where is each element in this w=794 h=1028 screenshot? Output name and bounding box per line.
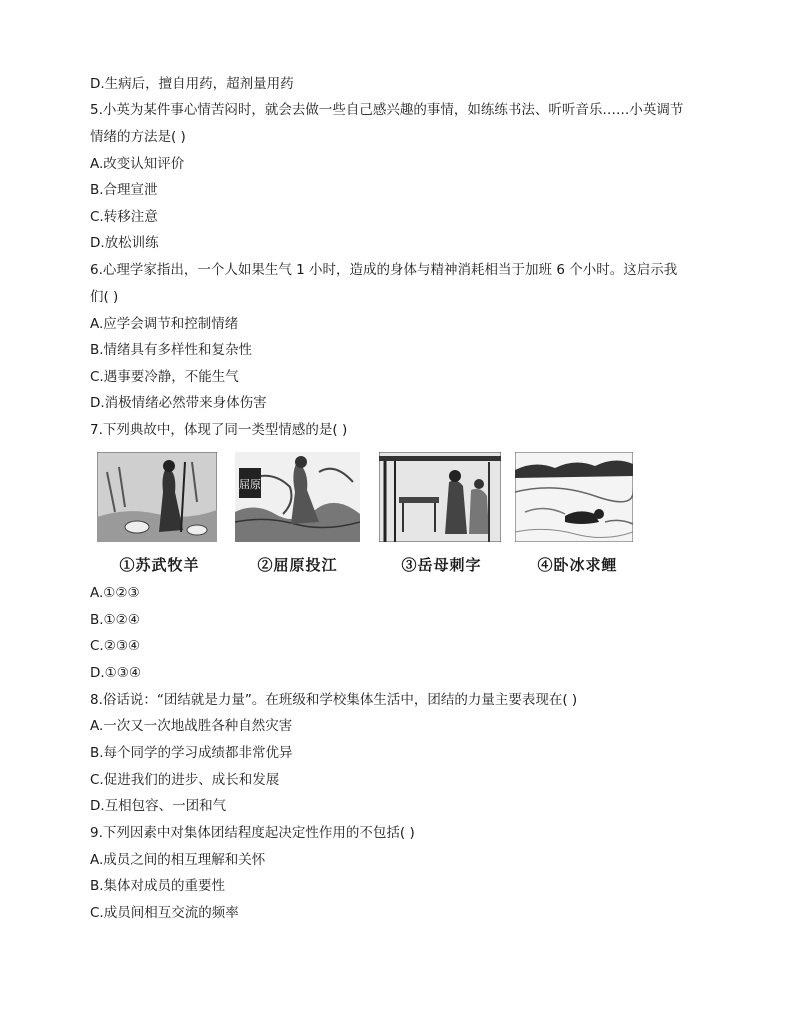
shepherd-illustration-icon — [97, 452, 217, 542]
q8-stem: 8.俗话说：“团结就是力量”。在班级和学校集体生活中，团结的力量主要表现在( ) — [90, 692, 578, 708]
mother-tattoo-illustration-icon — [379, 452, 501, 542]
q5-option-d: D.放松训练 — [90, 235, 159, 251]
figure-qu-yuan — [235, 452, 355, 580]
q5-option-b: B.合理宣泄 — [90, 182, 158, 198]
figure-wo-bing — [515, 452, 635, 580]
figure-caption: ④卧冰求鲤 — [537, 556, 618, 574]
q7-stem: 7.下列典故中，体现了同一类型情感的是( ) — [90, 422, 348, 438]
q6-option-b: B.情绪具有多样性和复杂性 — [90, 342, 253, 358]
q8-option-a: A.一次又一次地战胜各种自然灾害 — [90, 718, 293, 734]
figure-yue-mu — [379, 452, 499, 580]
q6-stem-line1: 6.心理学家指出，一个人如果生气 1 小时，造成的身体与精神消耗相当于加班 6 个小时。这启示我 — [90, 262, 678, 278]
q5-stem-line1: 5.小英为某件事心情苦闷时，就会去做一些自己感兴趣的事情，如练练书法、听听音乐……小英调节 — [90, 102, 684, 118]
q5-stem-line2: 情绪的方法是( ) — [90, 129, 186, 145]
q7-figure-row — [97, 452, 637, 580]
q5-option-c: C.转移注意 — [90, 209, 158, 225]
q7-option-d: D.①③④ — [90, 665, 141, 681]
q7-option-b: B.①②④ — [90, 612, 140, 628]
q9-option-c: C.成员间相互交流的频率 — [90, 905, 239, 921]
q8-option-c: C.促进我们的进步、成长和发展 — [90, 772, 280, 788]
figure-caption: ①苏武牧羊 — [119, 556, 200, 574]
q7-option-c: C.②③④ — [90, 638, 141, 654]
figure-caption: ②屈原投江 — [257, 556, 338, 574]
lying-on-ice-illustration-icon — [515, 452, 633, 542]
poet-river-illustration-icon — [235, 452, 360, 542]
q6-stem-line2: 们( ) — [90, 289, 119, 305]
q7-option-a: A.①②③ — [90, 585, 140, 601]
q5-option-a: A.改变认知评价 — [90, 156, 185, 172]
q9-option-b: B.集体对成员的重要性 — [90, 878, 226, 894]
q8-option-d: D.互相包容、一团和气 — [90, 798, 227, 814]
q6-option-c: C.遇事要冷静，不能生气 — [90, 369, 239, 385]
q4-option-d: D.生病后，擅自用药，超剂量用药 — [90, 76, 294, 92]
q6-option-d: D.消极情绪必然带来身体伤害 — [90, 395, 267, 411]
qu-yuan-seal: 屈原 — [239, 478, 261, 491]
q8-option-b: B.每个同学的学习成绩都非常优异 — [90, 745, 293, 761]
figure-caption: ③岳母刺字 — [401, 556, 482, 574]
figure-su-wu — [97, 452, 217, 580]
q9-option-a: A.成员之间的相互理解和关怀 — [90, 852, 266, 868]
q6-option-a: A.应学会调节和控制情绪 — [90, 316, 239, 332]
q9-stem: 9.下列因素中对集体团结程度起决定性作用的不包括( ) — [90, 825, 415, 841]
